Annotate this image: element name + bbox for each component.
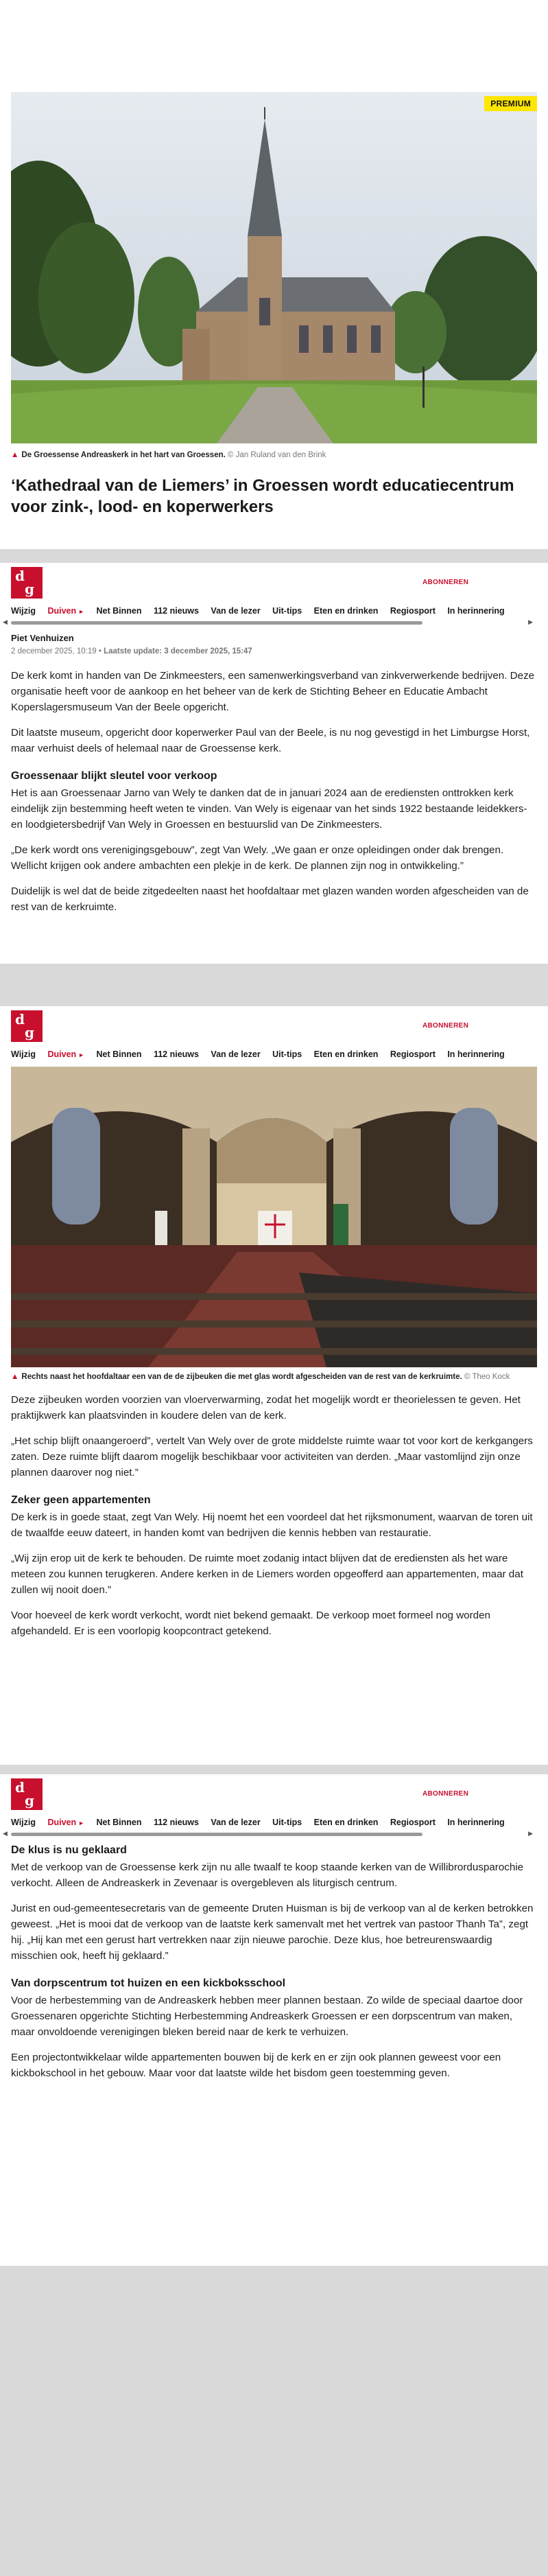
subheading: Zeker geen appartementen bbox=[11, 1494, 151, 1506]
nav-112-nieuws[interactable]: 112 nieuws bbox=[153, 1818, 199, 1827]
paragraph: Voor de herbestemming van de Andreaskerk hebben meer plannen bestaan. Zo wilde de speciaal daartoe door Groessenaren opgerichte Stichting Herbestemming Andreaskerk Groessen er een dorpscentrum van maken, maar onvoldoende verenigingen bleken bereid naar de kerk te verhuizen. bbox=[11, 1995, 523, 2038]
update-date: Laatste update: 3 december 2025, 15:47 bbox=[104, 647, 252, 655]
nav-uit-tips[interactable]: Uit-tips bbox=[272, 606, 302, 616]
scroll-left-icon[interactable]: ◀ bbox=[3, 618, 8, 625]
subscribe-link[interactable]: ABONNEREN bbox=[422, 1022, 469, 1030]
nav-eten-en-drinken[interactable]: Eten en drinken bbox=[313, 1049, 379, 1059]
nav-duiven[interactable]: Duiven ► bbox=[47, 606, 85, 616]
subheading: Van dorpscentrum tot huizen en een kickboksschool bbox=[11, 1977, 286, 1989]
subscribe-link[interactable]: ABONNEREN bbox=[422, 1790, 469, 1798]
church-photo bbox=[11, 92, 537, 443]
main-nav bbox=[0, 1046, 548, 1064]
paragraph: „Het schip blijft onaangeroerd”, vertelt Van Wely over de grote middelste ruimte waar tot voor kort de kerkgangers zaten. Deze ruimte blijft daarom mogelijk beschikbaar voor activiteiten van derden. „Maar vastomlijnd zijn onze plannen daarover nog niet.” bbox=[11, 1435, 533, 1478]
nav-regiosport[interactable]: Regiosport bbox=[390, 1818, 436, 1827]
paragraph: Met de verkoop van de Groessense kerk zijn nu alle twaalf te koop staande kerken van de Willibrordusparochie verkocht. Alleen de Andreaskerk in Zevenaar is overgebleven als liturgisch centrum. bbox=[11, 1861, 524, 1889]
dg-logo[interactable]: d g bbox=[11, 1778, 43, 1810]
screenshot-article-start bbox=[0, 563, 548, 964]
subscribe-link[interactable]: ABONNEREN bbox=[422, 579, 469, 586]
screenshot-article-photo bbox=[0, 1006, 548, 1765]
paragraph: „Wij zijn erop uit de kerk te behouden. De ruimte moet zodanig intact blijven dat de erediensten als het ware meteen zou kunnen terugkeren. Andere kerken in de Liemers worden opgeofferd aan appartementen, maar dat zullen wij nooit doen.” bbox=[11, 1553, 523, 1596]
paragraph: Voor hoeveel de kerk wordt verkocht, wordt niet bekend gemaakt. De verkoop moet formeel nog worden afgehandeld. Er is een voorlopig koopcontract getekend. bbox=[11, 1610, 491, 1637]
camera-icon: ▲ bbox=[11, 451, 19, 459]
author-name[interactable]: Piet Venhuizen bbox=[11, 633, 74, 643]
nav-scrollbar[interactable] bbox=[3, 1830, 537, 1837]
nav-net-binnen[interactable]: Net Binnen bbox=[96, 1049, 142, 1059]
site-header bbox=[0, 1774, 548, 1814]
caption-title: De Groessense Andreaskerk in het hart van Groessen. bbox=[21, 451, 226, 459]
scrollbar-thumb[interactable] bbox=[11, 621, 422, 625]
paragraph: Een projectontwikkelaar wilde appartementen bouwen bij de kerk en er zijn ook plannen geweest voor een kickbokschool in het gebouw. Maar voor dat laatste wilde het bisdom geen toestemming geven. bbox=[11, 2052, 501, 2079]
nav-112-nieuws[interactable]: 112 nieuws bbox=[153, 1049, 199, 1059]
nav-van-de-lezer[interactable]: Van de lezer bbox=[211, 1049, 261, 1059]
dg-logo[interactable]: d g bbox=[11, 1010, 43, 1042]
nav-wijzig[interactable]: Wijzig bbox=[11, 1049, 36, 1059]
caption-credit: © Jan Ruland van den Brink bbox=[228, 451, 326, 459]
photo-caption bbox=[0, 1367, 548, 1382]
scroll-left-icon[interactable]: ◀ bbox=[3, 1830, 8, 1837]
nav-eten-en-drinken[interactable]: Eten en drinken bbox=[313, 606, 379, 616]
nav-wijzig[interactable]: Wijzig bbox=[11, 1818, 36, 1827]
triangle-right-icon: ► bbox=[78, 1052, 85, 1058]
paragraph: De kerk komt in handen van De Zinkmeesters, een samenwerkingsverband van zinkverwerkende bedrijven. Deze organisatie heeft voor de aankoop en het beheer van de kerk de Stichting Beheer en Educatie Ambacht Koperslagersmuseum Van der Beele opgericht. bbox=[11, 670, 535, 713]
caption-credit: © Theo Kock bbox=[464, 1373, 510, 1381]
nav-net-binnen[interactable]: Net Binnen bbox=[96, 606, 142, 616]
nav-112-nieuws[interactable]: 112 nieuws bbox=[153, 606, 199, 616]
hero-caption bbox=[11, 450, 537, 461]
main-nav bbox=[0, 1814, 548, 1832]
premium-badge: PREMIUM bbox=[484, 96, 537, 111]
article-body bbox=[0, 1843, 548, 2081]
nav-regiosport[interactable]: Regiosport bbox=[390, 1049, 436, 1059]
nav-net-binnen[interactable]: Net Binnen bbox=[96, 1818, 142, 1827]
screenshot-top bbox=[0, 0, 548, 549]
interior-photo[interactable] bbox=[11, 1067, 537, 1367]
site-header bbox=[0, 563, 548, 603]
paragraph: Dit laatste museum, opgericht door koperwerker Paul van der Beele, is nu nog gevestigd in het Limburgse Horst, maar verhuist deels of helemaal naar de Groessense kerk. bbox=[11, 727, 530, 754]
scrollbar-thumb[interactable] bbox=[11, 1833, 422, 1836]
hero-image[interactable] bbox=[11, 92, 537, 443]
scroll-right-icon[interactable]: ▶ bbox=[528, 618, 533, 625]
paragraph: Deze zijbeuken worden voorzien van vloerverwarming, zodat het mogelijk wordt er theorielessen te geven. Het praktijkwerk kan plaatsvinden in koudere delen van de kerk. bbox=[11, 1394, 521, 1422]
nav-wijzig[interactable]: Wijzig bbox=[11, 606, 36, 616]
nav-duiven[interactable]: Duiven ► bbox=[47, 1049, 85, 1059]
subheading: De klus is nu geklaard bbox=[11, 1844, 127, 1856]
nav-van-de-lezer[interactable]: Van de lezer bbox=[211, 1818, 261, 1827]
article-body bbox=[0, 633, 548, 915]
subheading: Groessenaar blijkt sleutel voor verkoop bbox=[11, 770, 217, 782]
nav-duiven[interactable]: Duiven ► bbox=[47, 1818, 85, 1827]
triangle-right-icon: ► bbox=[78, 1820, 85, 1826]
nav-scrollbar[interactable] bbox=[3, 618, 537, 625]
nav-in-herinnering[interactable]: In herinnering bbox=[447, 1818, 505, 1827]
paragraph: Jurist en oud-gemeentesecretaris van de gemeente Druten Huisman is bij de verkoop van al de kerken betrokken geweest. „Het is mooi dat de verkoop van de laatste kerk samenvalt met het vertrek van pastoor Thanh Ta”, zegt hij. „Hij kan met een gerust hart vertrekken naar zijn nieuwe parochie. Deze klus, hoe betreurenswaardig misschien ook, heeft hij geklaard.” bbox=[11, 1903, 534, 1962]
dg-logo[interactable]: d g bbox=[11, 567, 43, 599]
paragraph: Duidelijk is wel dat de beide zitgedeelten naast het hoofdaltaar met glazen wanden worden afgescheiden van de rest van de kerkruimte. bbox=[11, 885, 529, 913]
screenshot-article-end bbox=[0, 1774, 548, 2266]
site-header bbox=[0, 1006, 548, 1046]
scroll-right-icon[interactable]: ▶ bbox=[528, 1830, 533, 1837]
nav-van-de-lezer[interactable]: Van de lezer bbox=[211, 606, 261, 616]
published-date: 2 december 2025, 10:19 bbox=[11, 647, 97, 655]
triangle-right-icon: ► bbox=[78, 608, 85, 615]
article-body bbox=[0, 1392, 548, 1639]
nav-in-herinnering[interactable]: In herinnering bbox=[447, 606, 505, 616]
nav-eten-en-drinken[interactable]: Eten en drinken bbox=[313, 1818, 379, 1827]
article-headline: ‘Kathedraal van de Liemers’ in Groessen wordt educatiecentrum voor zink-, lood- en koperwerkers bbox=[11, 476, 514, 516]
paragraph: Het is aan Groessenaar Jarno van Wely te danken dat de in januari 2024 aan de erediensten onttrokken kerk eindelijk zijn bestemming heeft weten te vinden. Van Wely is eigenaar van het sinds 1922 bestaande leidekkers- en loodgietersbedrijf Van Wely in Groessen en bestuurslid van De Zinkmeesters. bbox=[11, 787, 527, 831]
caption-title: Rechts naast het hoofdaltaar een van de de zijbeuken die met glas wordt afgescheiden van de rest van de kerkruimte. bbox=[21, 1373, 462, 1381]
nav-in-herinnering[interactable]: In herinnering bbox=[447, 1049, 505, 1059]
main-nav bbox=[0, 603, 548, 620]
nav-uit-tips[interactable]: Uit-tips bbox=[272, 1818, 302, 1827]
camera-icon: ▲ bbox=[11, 1373, 19, 1381]
paragraph: De kerk is in goede staat, zegt Van Wely. Hij noemt het een voordeel dat het rijksmonument, waarvan de toren uit de twaalfde eeuw dateert, in handen komt van bedrijven die kennis hebben van restauratie. bbox=[11, 1511, 533, 1539]
church-interior-photo bbox=[11, 1067, 537, 1367]
paragraph: „De kerk wordt ons verenigingsgebouw”, zegt Van Wely. „We gaan er onze opleidingen onder dak brengen. Wellicht krijgen ook andere ambachten een plekje in de kerk. De plannen zijn nog in ontwikkeling.” bbox=[11, 844, 504, 872]
dateline: 2 december 2025, 10:19 • Laatste update: 3 december 2025, 15:47 bbox=[11, 647, 252, 655]
nav-regiosport[interactable]: Regiosport bbox=[390, 606, 436, 616]
nav-uit-tips[interactable]: Uit-tips bbox=[272, 1049, 302, 1059]
